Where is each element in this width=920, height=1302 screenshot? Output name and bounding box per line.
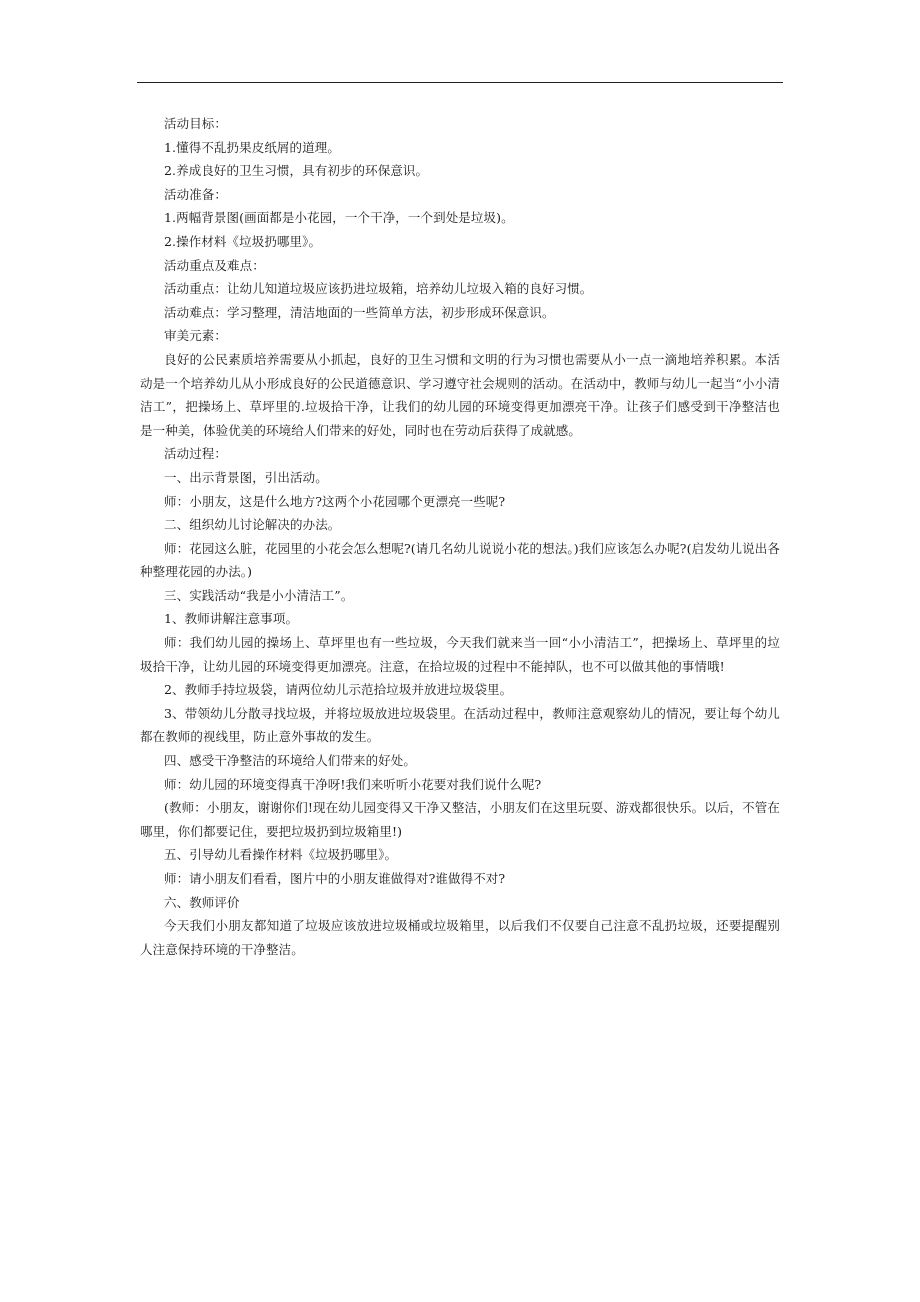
heading-goals: 活动目标： xyxy=(164,116,228,131)
process-step-5-dialogue: 师：请小朋友们看看，图片中的小朋友谁做得对?谁做得不对? xyxy=(164,871,506,886)
process-step-3-item-2: 2、教师手持垃圾袋，请两位幼儿示范拾垃圾并放进垃圾袋里。 xyxy=(164,682,513,698)
header-rule xyxy=(137,82,783,83)
process-step-3: 三、实践活动“我是小小清洁工”。 xyxy=(164,587,354,603)
process-step-4-dialogue: 师：幼儿园的环境变得真干净呀!我们来听听小花要对我们说什么呢? xyxy=(164,776,542,792)
process-step-2-dialogue: 师：花园这么脏，花园里的小花会怎么想呢?(请几名幼儿说说小花的想法。)我们应该怎么办呢?(启发幼儿说出各种整理花园的办法。) xyxy=(140,540,780,580)
process-step-6: 六、教师评价 xyxy=(164,894,240,910)
process-step-2: 二、组织幼儿讨论解决的办法。 xyxy=(164,517,341,533)
process-step-3-item-1: 1、教师讲解注意事项。 xyxy=(164,611,299,627)
heading-aesthetic: 审美元素： xyxy=(164,328,228,344)
aesthetic-paragraph: 良好的公民素质培养需要从小抓起，良好的卫生习惯和文明的行为习惯也需要从小一点一滴地培养积累。本活动是一个培养幼儿从小形成良好的公民道德意识、学习遵守社会规则的活动。在活动中，教师与幼儿一起当“小小清洁工”，把操场上、草坪里的.垃圾拾干净，让我们的幼儿园的环境变得更加漂亮干净。让孩子们感受到干净整洁也是一种美，体验优美的环境给人们带来的好处，同时也在劳动后获得了成就感。 xyxy=(140,351,780,438)
process-step-4: 四、感受干净整洁的环境给人们带来的好处。 xyxy=(164,753,417,769)
process-step-5: 五、引导幼儿看操作材料《垃圾扔哪里》。 xyxy=(164,847,398,863)
goal-item-1: 1.懂得不乱扔果皮纸屑的道理。 xyxy=(164,139,340,155)
document-body xyxy=(140,112,780,961)
process-step-4-teacher-note: (教师：小朋友，谢谢你们!现在幼儿园变得又干净又整洁，小朋友们在这里玩耍、游戏都很快乐。以后，不管在哪里，你们都要记住，要把垃圾扔到垃圾箱里!) xyxy=(140,800,780,839)
preparation-item-1: 1.两幅背景图(画面都是小花园，一个干净，一个到处是垃圾)。 xyxy=(164,210,514,226)
process-step-3-item-1-dialogue: 师：我们幼儿园的操场上、草坪里也有一些垃圾，今天我们就来当一回“小小清洁工”，把操场上、草坪里的垃圾拾干净，让幼儿园的环境变得更加漂亮。注意，在拾垃圾的过程中不能掉队，也不可以做其他的事情哦! xyxy=(140,635,780,674)
process-step-3-item-3: 3、带领幼儿分散寻找垃圾，并将垃圾放进垃圾袋里。在活动过程中，教师注意观察幼儿的情况，要让每个幼儿都在教师的视线里，防止意外事故的发生。 xyxy=(140,705,780,745)
difficult-point: 活动难点：学习整理，清洁地面的一些简单方法，初步形成环保意识。 xyxy=(164,304,555,320)
heading-process: 活动过程： xyxy=(164,446,228,462)
process-step-1-dialogue: 师：小朋友，这是什么地方?这两个小花园哪个更漂亮一些呢? xyxy=(164,493,506,509)
heading-preparation: 活动准备： xyxy=(164,186,228,202)
heading-key-points: 活动重点及难点： xyxy=(164,257,265,273)
preparation-item-2: 2.操作材料《垃圾扔哪里》。 xyxy=(164,233,322,249)
process-step-6-summary: 今天我们小朋友都知道了垃圾应该放进垃圾桶或垃圾箱里，以后我们不仅要自己注意不乱扔垃圾，还要提醒别人注意保持环境的干净整洁。 xyxy=(140,918,780,957)
key-point: 活动重点：让幼儿知道垃圾应该扔进垃圾箱，培养幼儿垃圾入箱的良好习惯。 xyxy=(164,281,593,297)
goal-item-2: 2.养成良好的卫生习惯，具有初步的环保意识。 xyxy=(164,163,429,179)
process-step-1: 一、出示背景图，引出活动。 xyxy=(164,469,328,485)
